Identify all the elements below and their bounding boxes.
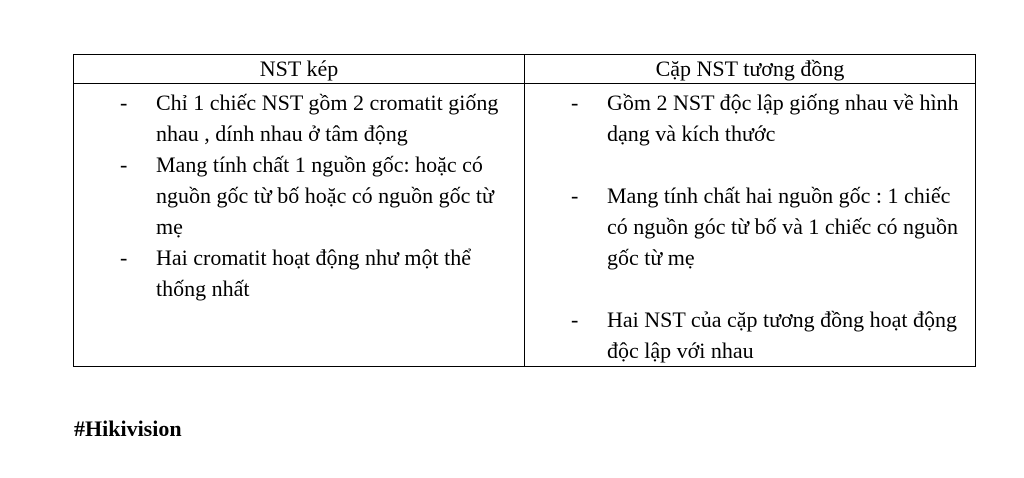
list-item (74, 87, 524, 149)
list-item (525, 304, 975, 366)
left-cell (74, 84, 525, 367)
bullet-dash: - (571, 307, 579, 332)
bullet-dash: - (120, 90, 128, 115)
hashtag-label: #Hikivision (74, 416, 182, 441)
list-item-text: Hai cromatit hoạt động như một thể thống nhất (156, 245, 471, 301)
right-cell (525, 84, 976, 367)
list-item (525, 180, 975, 273)
content-row (74, 84, 976, 367)
bullet-dash: - (120, 152, 128, 177)
spacer (525, 273, 975, 304)
spacer (525, 149, 975, 180)
header-nst-kep: NST kép (74, 55, 525, 84)
list-item-text: Gồm 2 NST độc lập giống nhau về hình dạng và kích thước (607, 90, 959, 146)
list-item (525, 87, 975, 149)
list-item-text: Hai NST của cặp tương đồng hoạt động độc lập với nhau (607, 307, 958, 363)
list-item-text: Chỉ 1 chiếc NST gồm 2 cromatit giống nhau , dính nhau ở tâm động (156, 90, 499, 146)
header-cap-nst-tuong-dong: Cặp NST tương đồng (525, 55, 976, 84)
list-item-text: Mang tính chất 1 nguồn gốc: hoặc có nguồn gốc từ bố hoặc có nguồn gốc từ mẹ (156, 152, 494, 239)
list-item (74, 149, 524, 242)
list-item (74, 242, 524, 304)
list-item-text: Mang tính chất hai nguồn gốc : 1 chiếc có nguồn góc từ bố và 1 chiếc có nguồn gốc từ mẹ (607, 183, 959, 270)
header-row (74, 55, 976, 84)
bullet-dash: - (571, 90, 579, 115)
bullet-dash: - (120, 245, 128, 270)
bullet-dash: - (571, 183, 579, 208)
comparison-table (73, 54, 976, 367)
